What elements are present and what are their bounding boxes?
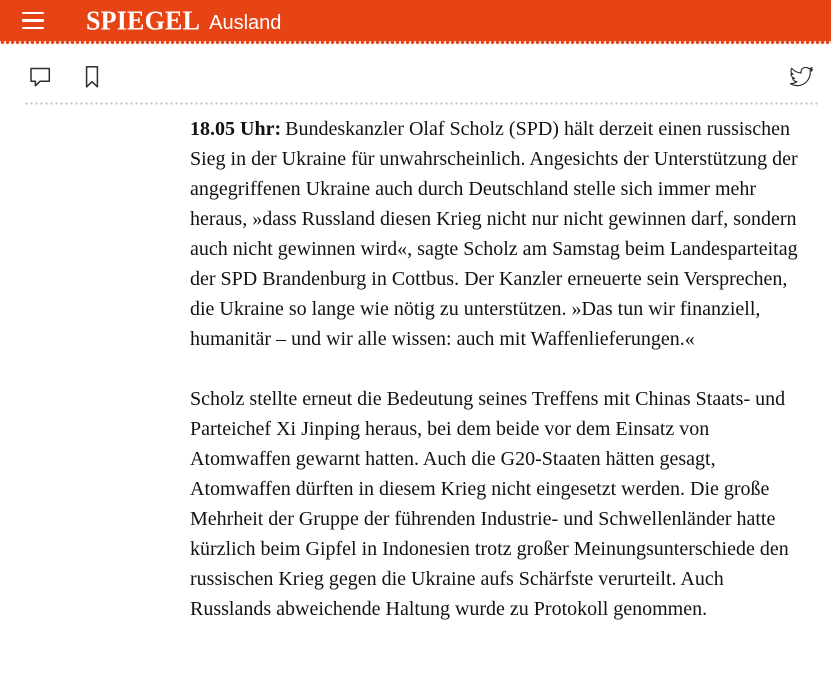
hamburger-line — [22, 12, 44, 14]
hamburger-line — [22, 19, 44, 21]
liveblog-paragraph: Scholz stellte erneut die Bedeutung seines Treffens mit Chinas Staats- und Parteichef Xi Jinping heraus, bei dem beide vor dem Einsatz von Atomwaffen gewarnt hatten. Auch die G20-Staaten hätten gesagt, Atomwaffen dürften in diesem Krieg nicht eingesetzt werden. Die große Mehrheit der Gruppe der führenden Industrie- und Schwellenländer hatte kürzlich beim Gipfel in Indonesien trotz großer Meinungsunterschiede den russischen Krieg gegen die Ukraine aufs Schärfste verurteilt. Auch Russlands abweichende Haltung wurde zu Protokoll genommen. — [190, 388, 789, 620]
paragraph-text: Bundeskanzler Olaf Scholz (SPD) hält derzeit einen russischen Sieg in der Ukraine für unwahrscheinlich. Angesichts der Unterstützung der angegriffenen Ukraine auch durch Deutschland stelle sich immer mehr heraus, »dass Russland diesen Krieg nicht nur nicht gewinnen darf, sondern auch nicht gewinnen wird«, sagte Scholz am Samstag beim Landesparteitag der SPD Brandenburg in Cottbus. Der Kanzler erneuerte sein Versprechen, die Ukraine so lange wie nötig zu unterstützen. »Das tun wir finanziell, humanitär – und wir alle wissen: auch mit Waffenlieferungen.« — [190, 118, 798, 350]
bookmark-button[interactable] — [84, 65, 100, 89]
spiegel-logo[interactable]: SPIEGEL — [86, 4, 201, 36]
comments-icon — [28, 66, 52, 88]
bookmark-icon — [84, 65, 100, 89]
twitter-share-button[interactable] — [790, 67, 813, 87]
twitter-icon — [790, 67, 813, 87]
section-label-ausland[interactable]: Ausland — [209, 11, 282, 34]
entry-timestamp: 18.05 Uhr: — [190, 118, 282, 140]
liveblog-entry — [190, 114, 805, 624]
hamburger-line — [22, 27, 44, 29]
liveblog-paragraph — [190, 114, 805, 354]
hamburger-menu-button[interactable] — [22, 10, 44, 32]
top-nav-bar — [0, 0, 831, 41]
brand-area — [86, 6, 281, 36]
comments-button[interactable] — [28, 66, 52, 88]
article-toolbar — [0, 46, 831, 98]
dotted-separator — [25, 102, 818, 105]
